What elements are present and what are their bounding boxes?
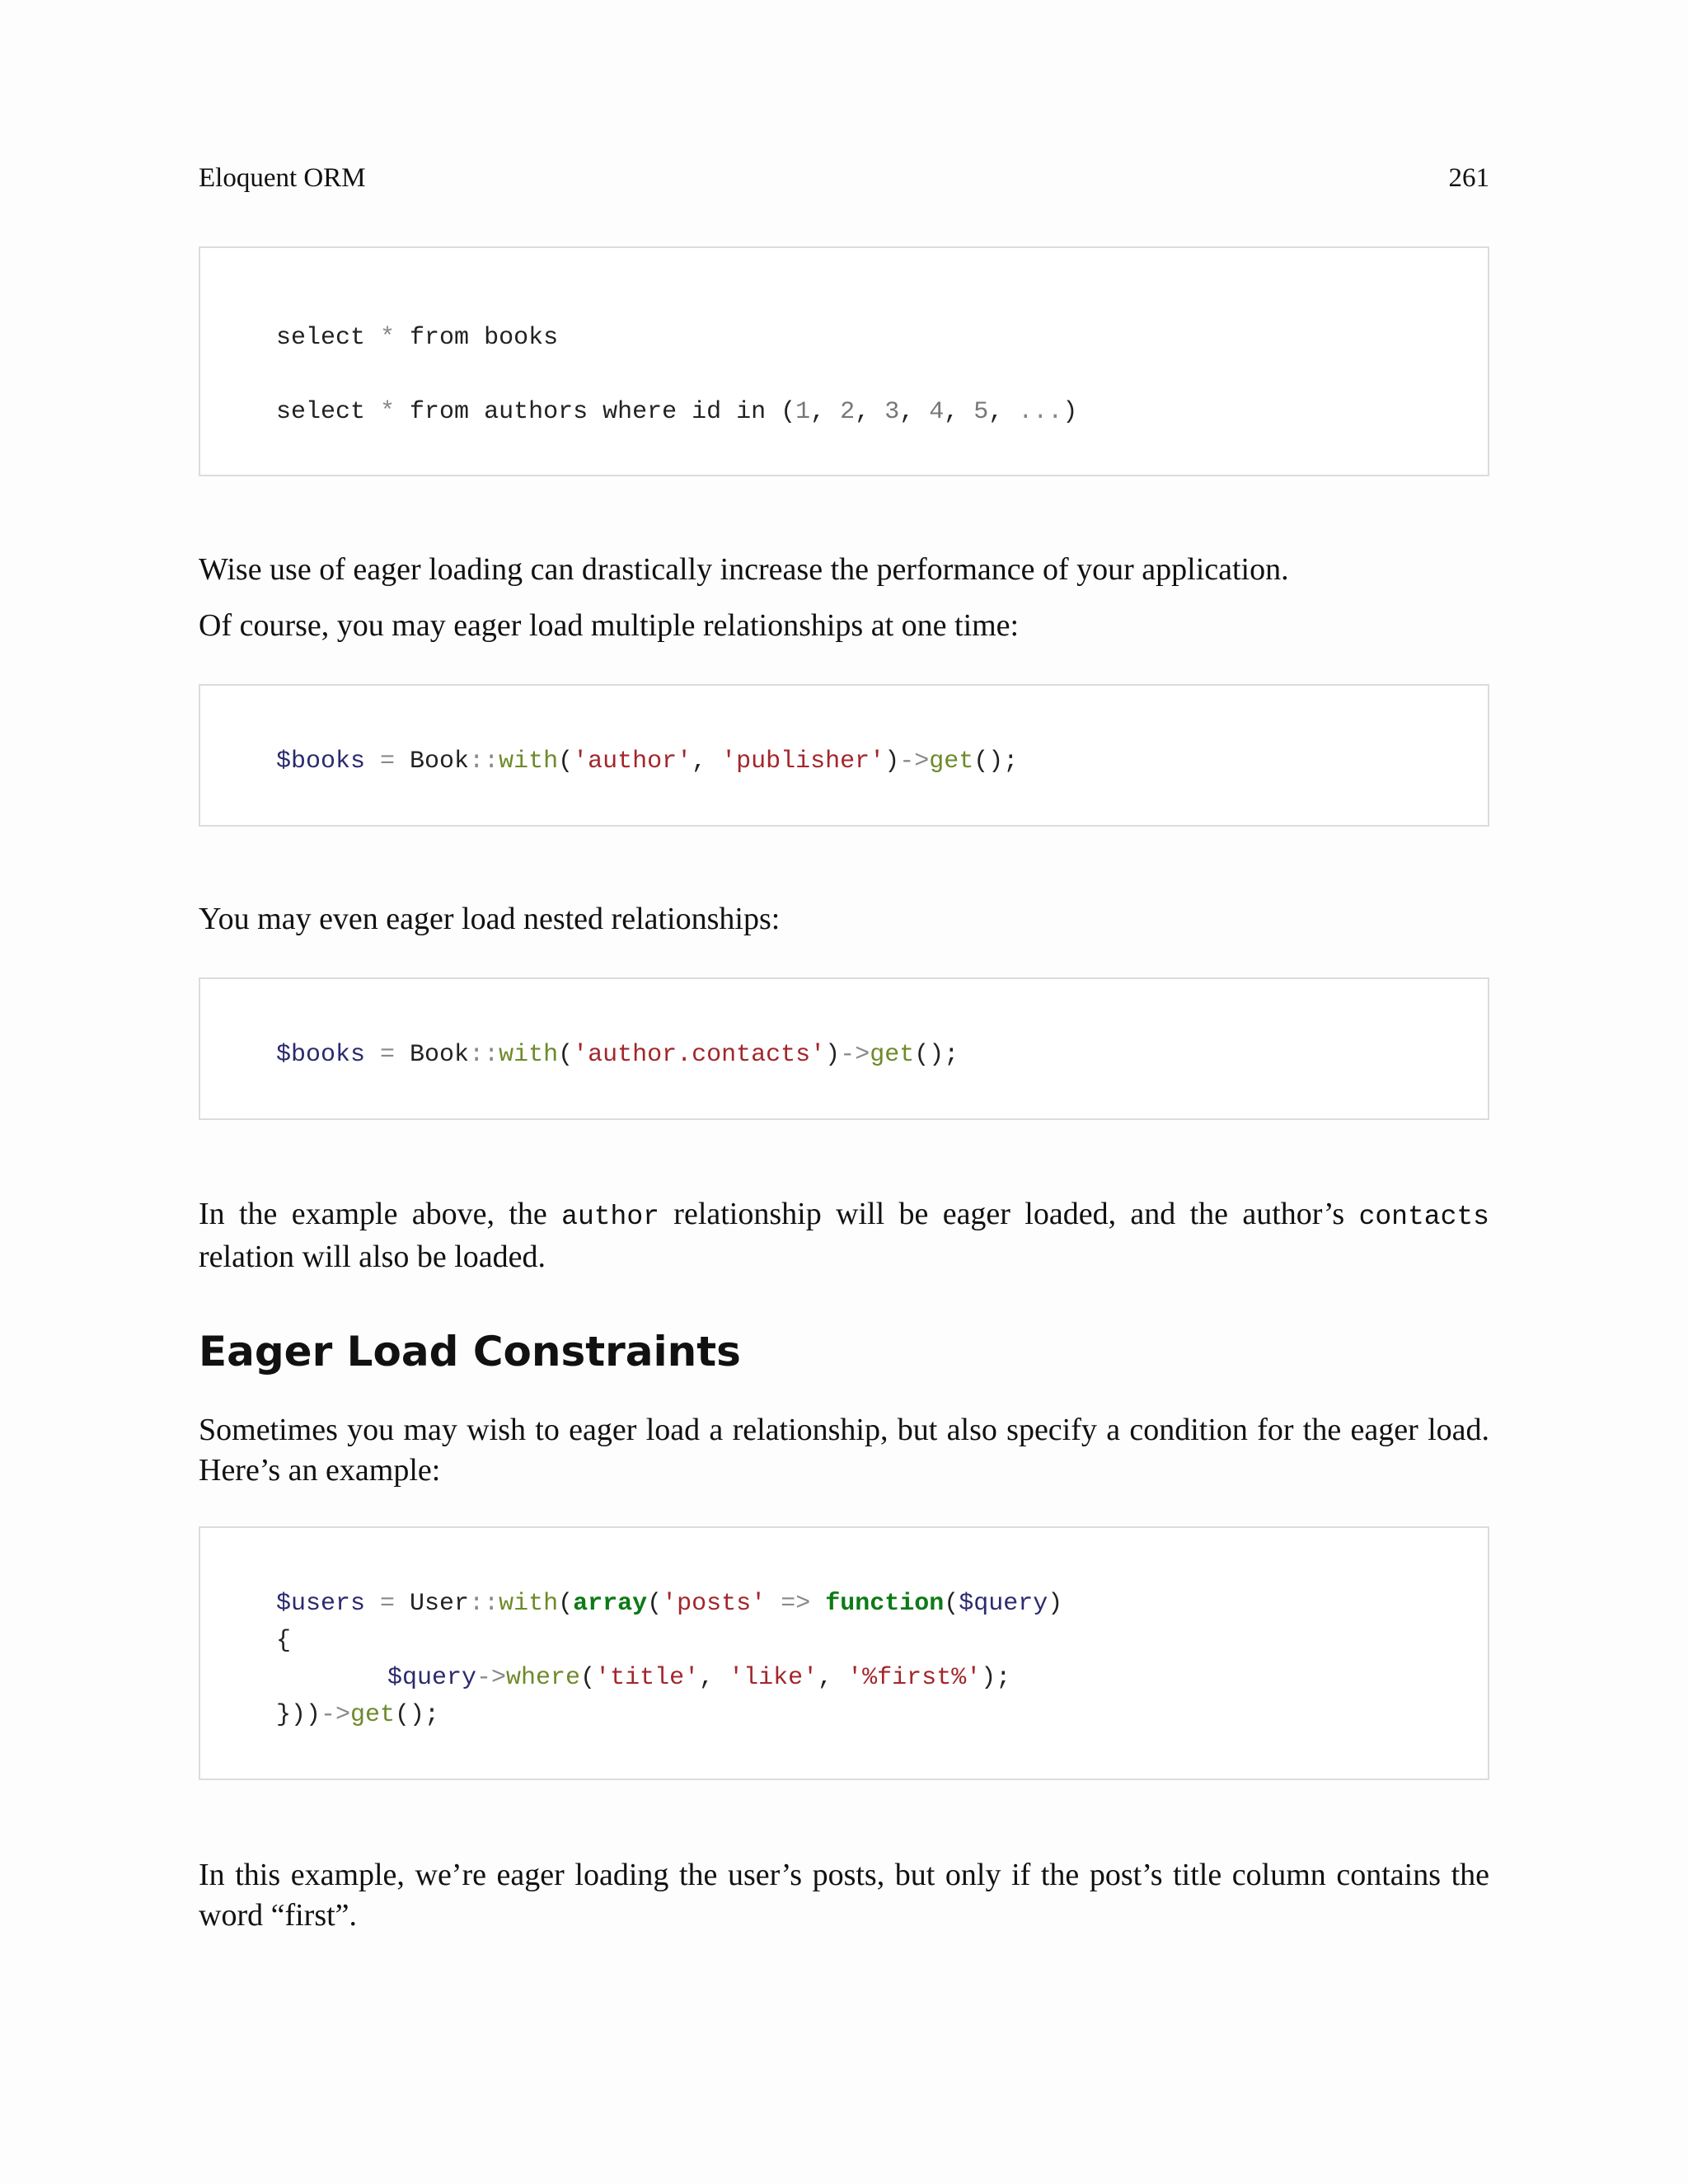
inline-code-contacts: contacts — [1358, 1202, 1489, 1232]
code-line — [276, 747, 1018, 776]
body-paragraph: Of course, you may eager load multiple relationships at one time: — [199, 608, 1020, 643]
code-line — [276, 1626, 291, 1656]
code-token: get — [929, 748, 974, 776]
code-line — [387, 1663, 1010, 1693]
code-token: ) — [1062, 398, 1078, 426]
code-token: with — [499, 1041, 559, 1069]
code-token: from authors where id in ( — [395, 398, 796, 426]
code-token: ) — [1048, 1590, 1063, 1618]
code-token: ) — [825, 1041, 841, 1069]
code-token: :: — [469, 748, 499, 776]
body-paragraph: In this example, we’re eager loading the user’s posts, but only if the post’s title column contains the word “first”. — [199, 1858, 1489, 1933]
code-token: ... — [1018, 398, 1063, 426]
code-block-sql — [199, 246, 1489, 476]
code-line — [276, 1040, 959, 1070]
code-token: 'posts' — [662, 1590, 767, 1618]
code-token: ) — [884, 748, 900, 776]
code-token: ( — [558, 1041, 574, 1069]
code-token: Book — [410, 748, 470, 776]
code-line — [276, 323, 558, 353]
code-token: function — [825, 1590, 945, 1618]
code-token: { — [276, 1627, 292, 1655]
body-paragraph: You may even eager load nested relationships: — [199, 902, 781, 936]
code-token: 3 — [884, 398, 900, 426]
code-token: get — [350, 1701, 396, 1729]
code-token: , — [944, 398, 974, 426]
code-token: 1 — [795, 398, 811, 426]
code-token: 'author.contacts' — [573, 1041, 826, 1069]
body-paragraph — [199, 1194, 1489, 1277]
text-run: In the example above, the — [199, 1197, 562, 1231]
code-token: , — [988, 398, 1019, 426]
page-number: 261 — [1448, 163, 1489, 193]
code-token: :: — [469, 1041, 499, 1069]
code-block-multiple-relationships — [199, 684, 1489, 827]
code-token — [766, 1590, 781, 1618]
code-token: , — [818, 1664, 848, 1692]
code-token: -> — [840, 1041, 870, 1069]
section-heading: Eager Load Constraints — [199, 1328, 741, 1376]
code-token: = — [365, 1041, 410, 1069]
code-token: $books — [276, 748, 366, 776]
inline-code-author: author — [561, 1202, 659, 1232]
code-token: ( — [580, 1664, 596, 1692]
code-token: => — [781, 1590, 811, 1618]
code-token: * — [380, 398, 396, 426]
code-token: 'like' — [729, 1664, 818, 1692]
code-token: where — [506, 1664, 581, 1692]
code-line — [276, 1589, 1062, 1619]
body-paragraph: Wise use of eager loading can drastically increase the performance of your application. — [199, 552, 1289, 587]
code-token: $users — [276, 1590, 366, 1618]
code-token: -> — [321, 1701, 351, 1729]
code-token: $books — [276, 1041, 366, 1069]
code-token: Book — [410, 1041, 470, 1069]
code-line — [276, 1700, 439, 1730]
code-token: ( — [647, 1590, 663, 1618]
code-token: , — [810, 398, 841, 426]
code-token: ( — [944, 1590, 959, 1618]
code-token — [810, 1590, 825, 1618]
code-token: User — [410, 1590, 470, 1618]
code-token: get — [870, 1041, 915, 1069]
code-token: -> — [899, 748, 930, 776]
code-token: with — [499, 1590, 559, 1618]
code-token: ); — [981, 1664, 1011, 1692]
code-token: -> — [476, 1664, 507, 1692]
code-token: $query — [387, 1664, 477, 1692]
code-token: , — [855, 398, 885, 426]
code-token: (); — [914, 1041, 959, 1069]
code-token: = — [365, 748, 410, 776]
code-token: 'author' — [573, 748, 692, 776]
code-token: ( — [558, 748, 574, 776]
code-token: select — [276, 398, 381, 426]
code-token: 4 — [929, 398, 945, 426]
code-token: (); — [973, 748, 1019, 776]
code-token: , — [699, 1664, 729, 1692]
code-token: array — [573, 1590, 648, 1618]
code-token: ( — [558, 1590, 574, 1618]
code-token: :: — [469, 1590, 499, 1618]
code-token: select — [276, 324, 381, 352]
code-token: , — [692, 748, 722, 776]
code-token: 2 — [840, 398, 856, 426]
code-block-eager-load-constraints — [199, 1526, 1489, 1780]
code-token: , — [899, 398, 930, 426]
code-token: 'publisher' — [721, 748, 885, 776]
text-run: relationship will be eager loaded, and the author’s — [659, 1197, 1359, 1231]
code-token: * — [380, 324, 396, 352]
code-line — [276, 397, 1077, 427]
code-token: (); — [395, 1701, 440, 1729]
code-token: })) — [276, 1701, 321, 1729]
code-token: = — [365, 1590, 410, 1618]
code-token: 'title' — [595, 1664, 700, 1692]
code-token: '%first%' — [847, 1664, 982, 1692]
code-token: from books — [395, 324, 559, 352]
body-paragraph: Sometimes you may wish to eager load a relationship, but also specify a condition for the eager load. Here’s an example: — [199, 1413, 1489, 1488]
running-header-chapter: Eloquent ORM — [199, 163, 366, 193]
code-token: with — [499, 748, 559, 776]
code-token: 5 — [973, 398, 989, 426]
text-run: relation will also be loaded. — [199, 1240, 546, 1274]
code-token: $query — [959, 1590, 1048, 1618]
code-block-nested-relationships — [199, 977, 1489, 1120]
